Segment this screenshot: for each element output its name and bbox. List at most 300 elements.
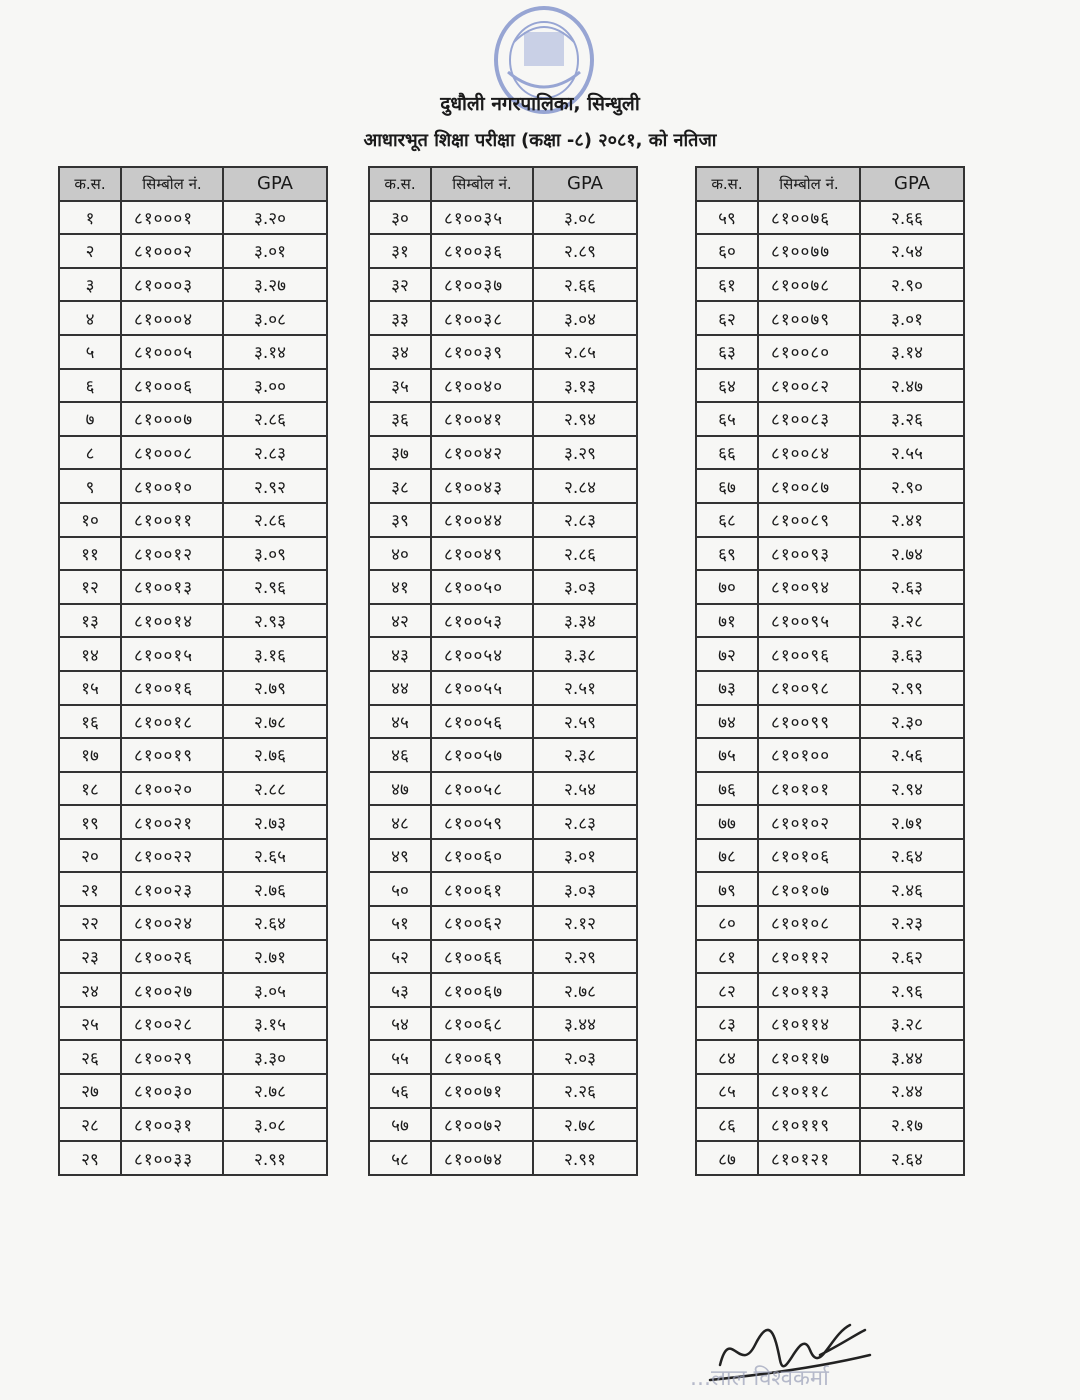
serial-number-cell: ११: [59, 537, 121, 571]
table-row: [59, 604, 327, 638]
table-row: [696, 537, 964, 571]
symbol-number-cell: ८१००१४: [121, 604, 223, 638]
gpa-cell: ३.२७: [223, 268, 327, 302]
gpa-cell: २.९६: [223, 570, 327, 604]
gpa-cell: ३.३४: [533, 604, 637, 638]
serial-number-cell: ४२: [369, 604, 431, 638]
symbol-number-cell: ८१००५९: [431, 805, 533, 839]
table-row: [369, 604, 637, 638]
gpa-cell: २.७१: [860, 805, 964, 839]
serial-number-cell: ३४: [369, 335, 431, 369]
table-row: [696, 738, 964, 772]
symbol-number-cell: ८१००६१: [431, 872, 533, 906]
table-row: [369, 469, 637, 503]
table-row: [696, 604, 964, 638]
symbol-number-cell: ८१००२७: [121, 973, 223, 1007]
serial-number-cell: ५९: [696, 201, 758, 235]
gpa-cell: २.८६: [223, 402, 327, 436]
serial-number-cell: ४६: [369, 738, 431, 772]
gpa-cell: २.२९: [533, 940, 637, 974]
gpa-cell: २.८९: [533, 234, 637, 268]
table-row: [369, 1007, 637, 1041]
table-row: [369, 268, 637, 302]
serial-number-cell: ३५: [369, 369, 431, 403]
serial-number-cell: २७: [59, 1074, 121, 1108]
gpa-cell: २.७८: [223, 1074, 327, 1108]
gpa-cell: ३.०३: [533, 872, 637, 906]
table-row: [59, 335, 327, 369]
gpa-cell: २.८४: [533, 469, 637, 503]
table-row: [59, 1141, 327, 1175]
symbol-number-cell: ८१००६६: [431, 940, 533, 974]
symbol-number-cell: ८१०११७: [758, 1040, 860, 1074]
table-row: [696, 369, 964, 403]
table-row: [696, 906, 964, 940]
symbol-number-cell: ८१०००३: [121, 268, 223, 302]
table-row: [59, 201, 327, 235]
symbol-number-cell: ८१००८३: [758, 402, 860, 436]
serial-number-cell: १८: [59, 772, 121, 806]
document-subtitle: आधारभूत शिक्षा परीक्षा (कक्षा -८) २०८१, को नतिजा: [363, 130, 717, 151]
symbol-number-cell: ८१००४४: [431, 503, 533, 537]
symbol-number-cell: ८१०००८: [121, 436, 223, 470]
symbol-number-cell: ८१००९५: [758, 604, 860, 638]
symbol-number-cell: ८१००२१: [121, 805, 223, 839]
symbol-number-cell: ८१००९९: [758, 705, 860, 739]
serial-number-cell: ५१: [369, 906, 431, 940]
header-symbol: सिम्बोल नं.: [431, 167, 533, 201]
symbol-number-cell: ८१००१५: [121, 637, 223, 671]
symbol-number-cell: ८१००५५: [431, 671, 533, 705]
symbol-number-cell: ८१००२९: [121, 1040, 223, 1074]
serial-number-cell: ३: [59, 268, 121, 302]
gpa-cell: २.८६: [223, 503, 327, 537]
symbol-number-cell: ८१००२३: [121, 872, 223, 906]
serial-number-cell: १२: [59, 570, 121, 604]
serial-number-cell: १७: [59, 738, 121, 772]
gpa-cell: २.७६: [223, 738, 327, 772]
gpa-cell: २.५९: [533, 705, 637, 739]
symbol-number-cell: ८१००८४: [758, 436, 860, 470]
gpa-cell: २.९०: [860, 469, 964, 503]
symbol-number-cell: ८१०१२१: [758, 1141, 860, 1175]
serial-number-cell: ७३: [696, 671, 758, 705]
serial-number-cell: ७४: [696, 705, 758, 739]
gpa-cell: २.६४: [223, 906, 327, 940]
table-row: [59, 671, 327, 705]
serial-number-cell: ४: [59, 301, 121, 335]
header-sn: क.स.: [696, 167, 758, 201]
symbol-number-cell: ८१००५८: [431, 772, 533, 806]
gpa-cell: २.६२: [860, 940, 964, 974]
gpa-cell: २.७८: [533, 973, 637, 1007]
symbol-number-cell: ८१००११: [121, 503, 223, 537]
symbol-number-cell: ८१०१००: [758, 738, 860, 772]
gpa-cell: २.७४: [860, 537, 964, 571]
symbol-number-cell: ८१००८७: [758, 469, 860, 503]
serial-number-cell: ३०: [369, 201, 431, 235]
table-row: [369, 872, 637, 906]
table-row: [369, 402, 637, 436]
serial-number-cell: ५: [59, 335, 121, 369]
header-symbol: सिम्बोल नं.: [758, 167, 860, 201]
serial-number-cell: ७५: [696, 738, 758, 772]
gpa-cell: २.९१: [533, 1141, 637, 1175]
gpa-cell: २.४६: [860, 872, 964, 906]
symbol-number-cell: ८१००७७: [758, 234, 860, 268]
serial-number-cell: ४१: [369, 570, 431, 604]
symbol-number-cell: ८१००९६: [758, 637, 860, 671]
symbol-number-cell: ८१०००४: [121, 301, 223, 335]
gpa-cell: २.८३: [533, 805, 637, 839]
gpa-cell: ३.०९: [223, 537, 327, 571]
gpa-cell: २.५५: [860, 436, 964, 470]
serial-number-cell: ६६: [696, 436, 758, 470]
symbol-number-cell: ८१००७४: [431, 1141, 533, 1175]
table-row: [369, 537, 637, 571]
table-row: [59, 301, 327, 335]
serial-number-cell: ३१: [369, 234, 431, 268]
symbol-number-cell: ८१००४२: [431, 436, 533, 470]
gpa-cell: ३.६३: [860, 637, 964, 671]
table-row: [59, 872, 327, 906]
symbol-number-cell: ८१०११२: [758, 940, 860, 974]
gpa-cell: २.९९: [860, 671, 964, 705]
serial-number-cell: ४०: [369, 537, 431, 571]
table-row: [369, 369, 637, 403]
symbol-number-cell: ८१००८२: [758, 369, 860, 403]
table-row: [59, 906, 327, 940]
table-row: [59, 1040, 327, 1074]
symbol-number-cell: ८१००४१: [431, 402, 533, 436]
table-row: [369, 503, 637, 537]
serial-number-cell: २९: [59, 1141, 121, 1175]
gpa-cell: ३.४४: [533, 1007, 637, 1041]
gpa-cell: ३.२८: [860, 604, 964, 638]
gpa-cell: ३.१५: [223, 1007, 327, 1041]
gpa-cell: २.९३: [223, 604, 327, 638]
table-row: [59, 537, 327, 571]
gpa-cell: ३.१४: [860, 335, 964, 369]
gpa-cell: ३.००: [223, 369, 327, 403]
serial-number-cell: ५३: [369, 973, 431, 1007]
serial-number-cell: ७१: [696, 604, 758, 638]
gpa-cell: २.२६: [533, 1074, 637, 1108]
symbol-number-cell: ८१०००२: [121, 234, 223, 268]
serial-number-cell: ५५: [369, 1040, 431, 1074]
table-row: [696, 772, 964, 806]
serial-number-cell: ६९: [696, 537, 758, 571]
serial-number-cell: २२: [59, 906, 121, 940]
table-row: [59, 805, 327, 839]
table-row: [696, 301, 964, 335]
table-row: [59, 940, 327, 974]
symbol-number-cell: ८१००९३: [758, 537, 860, 571]
table-row: [696, 1141, 964, 1175]
symbol-number-cell: ८१००५३: [431, 604, 533, 638]
gpa-cell: ३.४४: [860, 1040, 964, 1074]
gpa-cell: २.९१: [223, 1141, 327, 1175]
serial-number-cell: २: [59, 234, 121, 268]
symbol-number-cell: ८१०००५: [121, 335, 223, 369]
serial-number-cell: २१: [59, 872, 121, 906]
gpa-cell: ३.०५: [223, 973, 327, 1007]
table-row: [59, 772, 327, 806]
gpa-cell: २.६३: [860, 570, 964, 604]
table-row: [369, 805, 637, 839]
gpa-cell: २.६४: [860, 1141, 964, 1175]
gpa-cell: ३.२९: [533, 436, 637, 470]
serial-number-cell: ४३: [369, 637, 431, 671]
gpa-cell: ३.०८: [533, 201, 637, 235]
symbol-number-cell: ८१०१०८: [758, 906, 860, 940]
serial-number-cell: ८६: [696, 1108, 758, 1142]
header-symbol: सिम्बोल नं.: [121, 167, 223, 201]
gpa-cell: २.२३: [860, 906, 964, 940]
table-row: [696, 436, 964, 470]
symbol-number-cell: ८१००३१: [121, 1108, 223, 1142]
gpa-cell: २.५६: [860, 738, 964, 772]
table-row: [369, 1040, 637, 1074]
header-gpa: GPA: [533, 167, 637, 201]
gpa-cell: २.३८: [533, 738, 637, 772]
gpa-cell: २.४४: [860, 1074, 964, 1108]
serial-number-cell: १३: [59, 604, 121, 638]
table-row: [696, 268, 964, 302]
gpa-cell: २.८६: [533, 537, 637, 571]
serial-number-cell: २६: [59, 1040, 121, 1074]
serial-number-cell: ८३: [696, 1007, 758, 1041]
table-row: [369, 1108, 637, 1142]
serial-number-cell: ३८: [369, 469, 431, 503]
serial-number-cell: ५२: [369, 940, 431, 974]
table-row: [369, 906, 637, 940]
table-row: [696, 1074, 964, 1108]
gpa-cell: २.४१: [860, 503, 964, 537]
table-row: [696, 1108, 964, 1142]
serial-number-cell: ४९: [369, 839, 431, 873]
table-row: [369, 705, 637, 739]
gpa-cell: २.९४: [533, 402, 637, 436]
table-row: [59, 369, 327, 403]
gpa-cell: ३.०१: [223, 234, 327, 268]
symbol-number-cell: ८१००३३: [121, 1141, 223, 1175]
symbol-number-cell: ८१००१०: [121, 469, 223, 503]
symbol-number-cell: ८१००१२: [121, 537, 223, 571]
serial-number-cell: २८: [59, 1108, 121, 1142]
symbol-number-cell: ८१००६७: [431, 973, 533, 1007]
gpa-cell: २.८३: [223, 436, 327, 470]
serial-number-cell: ६३: [696, 335, 758, 369]
gpa-cell: २.८५: [533, 335, 637, 369]
gpa-cell: २.८८: [223, 772, 327, 806]
serial-number-cell: ३६: [369, 402, 431, 436]
signer-name: ...लाल विश्वकर्मा: [690, 1366, 829, 1391]
symbol-number-cell: ८१०११९: [758, 1108, 860, 1142]
symbol-number-cell: ८१००२४: [121, 906, 223, 940]
serial-number-cell: ६१: [696, 268, 758, 302]
results-table-2: [368, 166, 638, 1176]
symbol-number-cell: ८१००८०: [758, 335, 860, 369]
gpa-cell: २.७६: [223, 872, 327, 906]
symbol-number-cell: ८१००२२: [121, 839, 223, 873]
gpa-cell: २.७९: [223, 671, 327, 705]
symbol-number-cell: ८१०११८: [758, 1074, 860, 1108]
serial-number-cell: ६७: [696, 469, 758, 503]
table-row: [369, 839, 637, 873]
gpa-cell: २.७१: [223, 940, 327, 974]
table-row: [696, 469, 964, 503]
symbol-number-cell: ८१००४०: [431, 369, 533, 403]
table-row: [59, 436, 327, 470]
table-row: [59, 503, 327, 537]
serial-number-cell: ६०: [696, 234, 758, 268]
serial-number-cell: ६: [59, 369, 121, 403]
gpa-cell: २.५४: [533, 772, 637, 806]
symbol-number-cell: ८१०१०२: [758, 805, 860, 839]
serial-number-cell: ५०: [369, 872, 431, 906]
results-table-1: [58, 166, 328, 1176]
table-row: [59, 1007, 327, 1041]
symbol-number-cell: ८१०११४: [758, 1007, 860, 1041]
serial-number-cell: ४५: [369, 705, 431, 739]
symbol-number-cell: ८१००१९: [121, 738, 223, 772]
serial-number-cell: ३३: [369, 301, 431, 335]
table-row: [696, 839, 964, 873]
gpa-cell: २.१७: [860, 1108, 964, 1142]
serial-number-cell: ५७: [369, 1108, 431, 1142]
serial-number-cell: ४७: [369, 772, 431, 806]
table-row: [696, 805, 964, 839]
symbol-number-cell: ८१०००६: [121, 369, 223, 403]
serial-number-cell: १४: [59, 637, 121, 671]
table-row: [369, 671, 637, 705]
serial-number-cell: ७०: [696, 570, 758, 604]
table-row: [369, 335, 637, 369]
table-row: [59, 637, 327, 671]
table-row: [59, 469, 327, 503]
symbol-number-cell: ८१००६०: [431, 839, 533, 873]
header-gpa: GPA: [223, 167, 327, 201]
symbol-number-cell: ८१००७६: [758, 201, 860, 235]
table-row: [59, 1074, 327, 1108]
table-row: [59, 705, 327, 739]
serial-number-cell: ७९: [696, 872, 758, 906]
table-row: [696, 637, 964, 671]
serial-number-cell: ९: [59, 469, 121, 503]
symbol-number-cell: ८१००६८: [431, 1007, 533, 1041]
table-row: [59, 1108, 327, 1142]
serial-number-cell: ७: [59, 402, 121, 436]
serial-number-cell: ४४: [369, 671, 431, 705]
serial-number-cell: ३९: [369, 503, 431, 537]
gpa-cell: २.९०: [860, 268, 964, 302]
symbol-number-cell: ८१००९८: [758, 671, 860, 705]
symbol-number-cell: ८१००७८: [758, 268, 860, 302]
symbol-number-cell: ८१००७२: [431, 1108, 533, 1142]
symbol-number-cell: ८१००५६: [431, 705, 533, 739]
table-row: [59, 570, 327, 604]
symbol-number-cell: ८१००५७: [431, 738, 533, 772]
serial-number-cell: ८७: [696, 1141, 758, 1175]
symbol-number-cell: ८१००३०: [121, 1074, 223, 1108]
symbol-number-cell: ८१००७९: [758, 301, 860, 335]
gpa-cell: २.७८: [223, 705, 327, 739]
gpa-cell: २.८३: [533, 503, 637, 537]
serial-number-cell: १६: [59, 705, 121, 739]
symbol-number-cell: ८१००१६: [121, 671, 223, 705]
gpa-cell: ३.२६: [860, 402, 964, 436]
serial-number-cell: ६८: [696, 503, 758, 537]
symbol-number-cell: ८१००६२: [431, 906, 533, 940]
serial-number-cell: ७८: [696, 839, 758, 873]
table-row: [59, 973, 327, 1007]
gpa-cell: ३.२०: [223, 201, 327, 235]
gpa-cell: २.६४: [860, 839, 964, 873]
symbol-number-cell: ८१००२६: [121, 940, 223, 974]
table-row: [369, 1074, 637, 1108]
symbol-number-cell: ८१०१०१: [758, 772, 860, 806]
table-row: [59, 234, 327, 268]
table-row: [59, 402, 327, 436]
gpa-cell: २.९६: [860, 973, 964, 1007]
table-row: [696, 570, 964, 604]
serial-number-cell: ८: [59, 436, 121, 470]
table-row: [369, 301, 637, 335]
serial-number-cell: १९: [59, 805, 121, 839]
gpa-cell: २.५४: [860, 234, 964, 268]
serial-number-cell: ८५: [696, 1074, 758, 1108]
gpa-cell: ३.२८: [860, 1007, 964, 1041]
serial-number-cell: १५: [59, 671, 121, 705]
serial-number-cell: ४८: [369, 805, 431, 839]
gpa-cell: २.०३: [533, 1040, 637, 1074]
gpa-cell: २.६६: [860, 201, 964, 235]
gpa-cell: ३.१६: [223, 637, 327, 671]
serial-number-cell: ८०: [696, 906, 758, 940]
symbol-number-cell: ८१००८९: [758, 503, 860, 537]
table-row: [369, 772, 637, 806]
symbol-number-cell: ८१००४३: [431, 469, 533, 503]
gpa-cell: २.४७: [860, 369, 964, 403]
header-sn: क.स.: [369, 167, 431, 201]
serial-number-cell: ३२: [369, 268, 431, 302]
document-title: दुधौली नगरपालिका, सिन्धुली: [440, 93, 640, 115]
table-row: [696, 503, 964, 537]
gpa-cell: २.६५: [223, 839, 327, 873]
table-row: [696, 705, 964, 739]
serial-number-cell: ५६: [369, 1074, 431, 1108]
serial-number-cell: ३७: [369, 436, 431, 470]
serial-number-cell: २५: [59, 1007, 121, 1041]
header-gpa: GPA: [860, 167, 964, 201]
symbol-number-cell: ८१००२०: [121, 772, 223, 806]
table-row: [369, 570, 637, 604]
serial-number-cell: ८२: [696, 973, 758, 1007]
symbol-number-cell: ८१००९४: [758, 570, 860, 604]
symbol-number-cell: ८१००१३: [121, 570, 223, 604]
results-table-3: [695, 166, 965, 1176]
gpa-cell: ३.१४: [223, 335, 327, 369]
gpa-cell: ३.१३: [533, 369, 637, 403]
gpa-cell: २.७८: [533, 1108, 637, 1142]
gpa-cell: ३.०८: [223, 301, 327, 335]
gpa-cell: २.७३: [223, 805, 327, 839]
table-row: [369, 973, 637, 1007]
serial-number-cell: १०: [59, 503, 121, 537]
symbol-number-cell: ८१००३८: [431, 301, 533, 335]
table-row: [696, 1007, 964, 1041]
